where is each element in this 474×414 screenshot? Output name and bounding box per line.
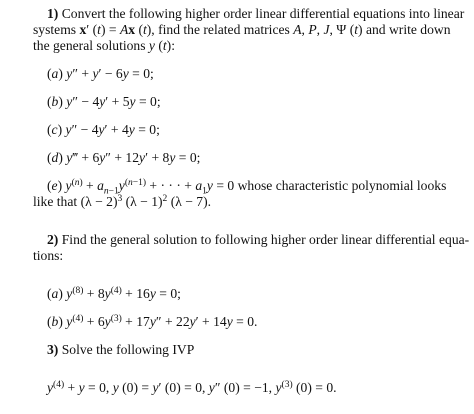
problem-1-intro-text-1: Convert the following higher order linear differential equations into linear — [61, 6, 465, 21]
problem-2-intro-text-1: Find the general solution to following higher order linear differential equa- — [61, 232, 470, 247]
problem-2-item-a: (a) $y^{(8)} + 8y^{(4)} + 16y = 0$; — [47, 286, 181, 301]
problem-2-intro-line-1 — [47, 232, 469, 248]
problem-1-number: 1) — [47, 6, 59, 21]
problem-1-intro-line-2: systems x′ (t) = Ax (t), find the related matrices A, P, J, Ψ (t) and write down — [33, 22, 451, 37]
problem-1-intro-line-3: the general solutions y (t): — [33, 38, 175, 53]
problem-1-item-c: (c) y″ − 4y′ + 4y = 0; — [47, 122, 160, 137]
problem-3-equation: $y^{(4)} + y = 0$, y (0) = y′ (0) = 0, y″ (0) = −1, $y^{(3)}$ (0) = 0. — [47, 380, 337, 395]
problem-1-item-d: (d) y‴ + 6y″ + 12y′ + 8y = 0; — [47, 150, 201, 165]
problem-3-intro — [47, 342, 194, 358]
problem-1-item-e-line-1: (e) $y^{(n)} + a_{n-1}y^{(n-1)}$ + · · · + $a_1y = 0$ whose characteristic polynomial looks — [47, 178, 447, 197]
problem-1-intro-line-1 — [47, 6, 464, 22]
problem-3-intro-text: Solve the following IVP — [61, 342, 195, 357]
problem-2-item-b: (b) $y^{(4)} + 6y^{(3)} + 17y'' + 22y' + 14y = 0$. — [47, 314, 258, 329]
problem-1-item-a: (a) y″ + y′ − 6y = 0; — [47, 66, 154, 81]
problem-3-number: 3) — [47, 342, 59, 357]
problem-2-intro-line-2: tions: — [33, 248, 64, 263]
problem-2-number: 2) — [47, 232, 59, 247]
problem-1-item-b: (b) y″ − 4y′ + 5y = 0; — [47, 94, 161, 109]
problem-1-item-e-line-2: like that $(\lambda - 2)^3$ $(\lambda - 1)^2$ (λ − 7). — [33, 194, 211, 209]
